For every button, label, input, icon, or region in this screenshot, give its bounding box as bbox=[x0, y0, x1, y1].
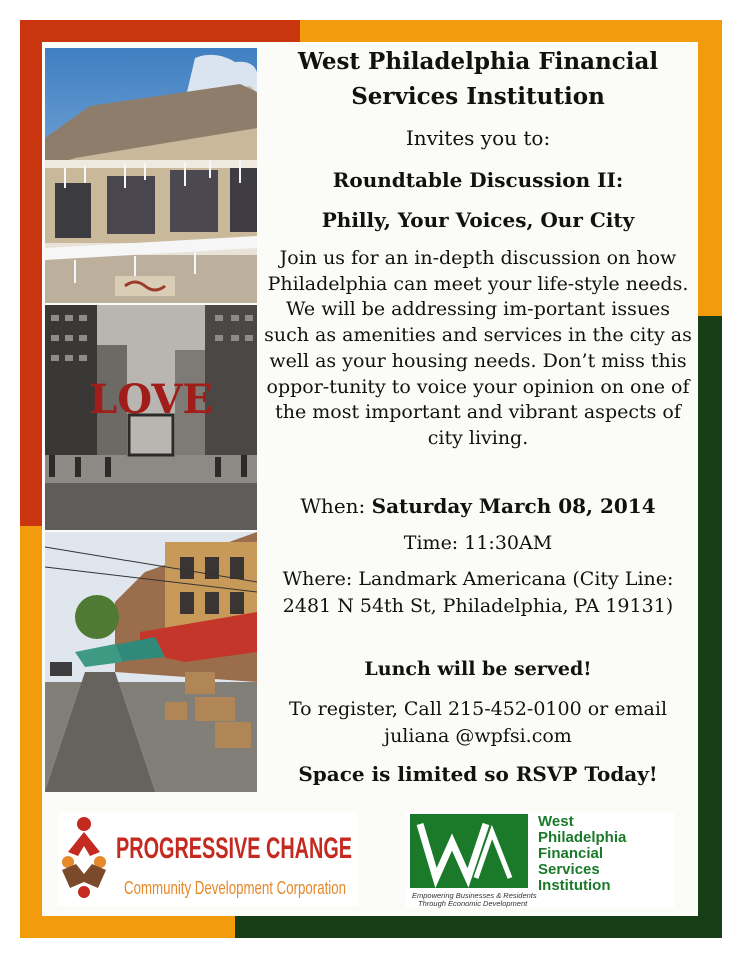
organization-title bbox=[262, 44, 694, 114]
when-date: Saturday March 08, 2014 bbox=[371, 494, 656, 518]
pc-logo-subtitle: Community Development Corporation bbox=[124, 878, 346, 898]
invites-line: Invites you to: bbox=[405, 126, 551, 150]
wpfsi-name-line-4: Services bbox=[538, 861, 600, 878]
pc-logo-name: PROGRESSIVE CHANGE bbox=[116, 832, 352, 865]
rsvp-call-to-action: Space is limited so RSVP Today! bbox=[298, 762, 658, 786]
wpfsi-name-line-1: West bbox=[538, 813, 574, 830]
event-when bbox=[262, 492, 694, 520]
org-title-line-1: West Philadelphia Financial bbox=[297, 48, 659, 75]
event-description: Join us for an in-depth discussion on how Philadelphia can meet your life-style needs. We will be addressing im-portant issues such as amenities and services in the city as well as your housing needs. Don’t miss this oppor-tunity to voice your opinion on one of the most important and vibrant aspects of city living. bbox=[264, 247, 692, 449]
wpfsi-name-line-3: Financial bbox=[538, 845, 604, 862]
wpfsi-name-line-5: Institution bbox=[538, 877, 611, 894]
registration-info: To register, Call 215-452-0100 or email juliana @wpfsi.com bbox=[288, 698, 668, 747]
event-time: Time: 11:30AM bbox=[403, 532, 553, 554]
wpfsi-tagline-2: Through Economic Development bbox=[418, 899, 528, 908]
photo-snowy-building bbox=[45, 48, 257, 303]
wpfsi-name-line-2: Philadelphia bbox=[538, 829, 627, 846]
wpfsi-w-logo-icon bbox=[410, 814, 528, 888]
org-title-line-2: Services Institution bbox=[351, 83, 605, 110]
event-title-line-1: Roundtable Discussion II: bbox=[332, 168, 624, 192]
photo-love-statue bbox=[45, 305, 257, 530]
wpfsi-tagline-1: Empowering Businesses & Residents bbox=[412, 891, 537, 900]
event-title-line-2: Philly, Your Voices, Our City bbox=[321, 208, 635, 232]
wpfsi-logo bbox=[406, 812, 674, 908]
progressive-change-logo bbox=[58, 812, 358, 906]
love-sign-text: LOVE bbox=[89, 376, 213, 423]
when-label: When: bbox=[300, 494, 366, 518]
event-location: Where: Landmark Americana (City Line: 2481 N 54th St, Philadelphia, PA 19131) bbox=[282, 568, 674, 617]
photo-market-street bbox=[45, 532, 257, 792]
lunch-note: Lunch will be served! bbox=[364, 658, 592, 680]
